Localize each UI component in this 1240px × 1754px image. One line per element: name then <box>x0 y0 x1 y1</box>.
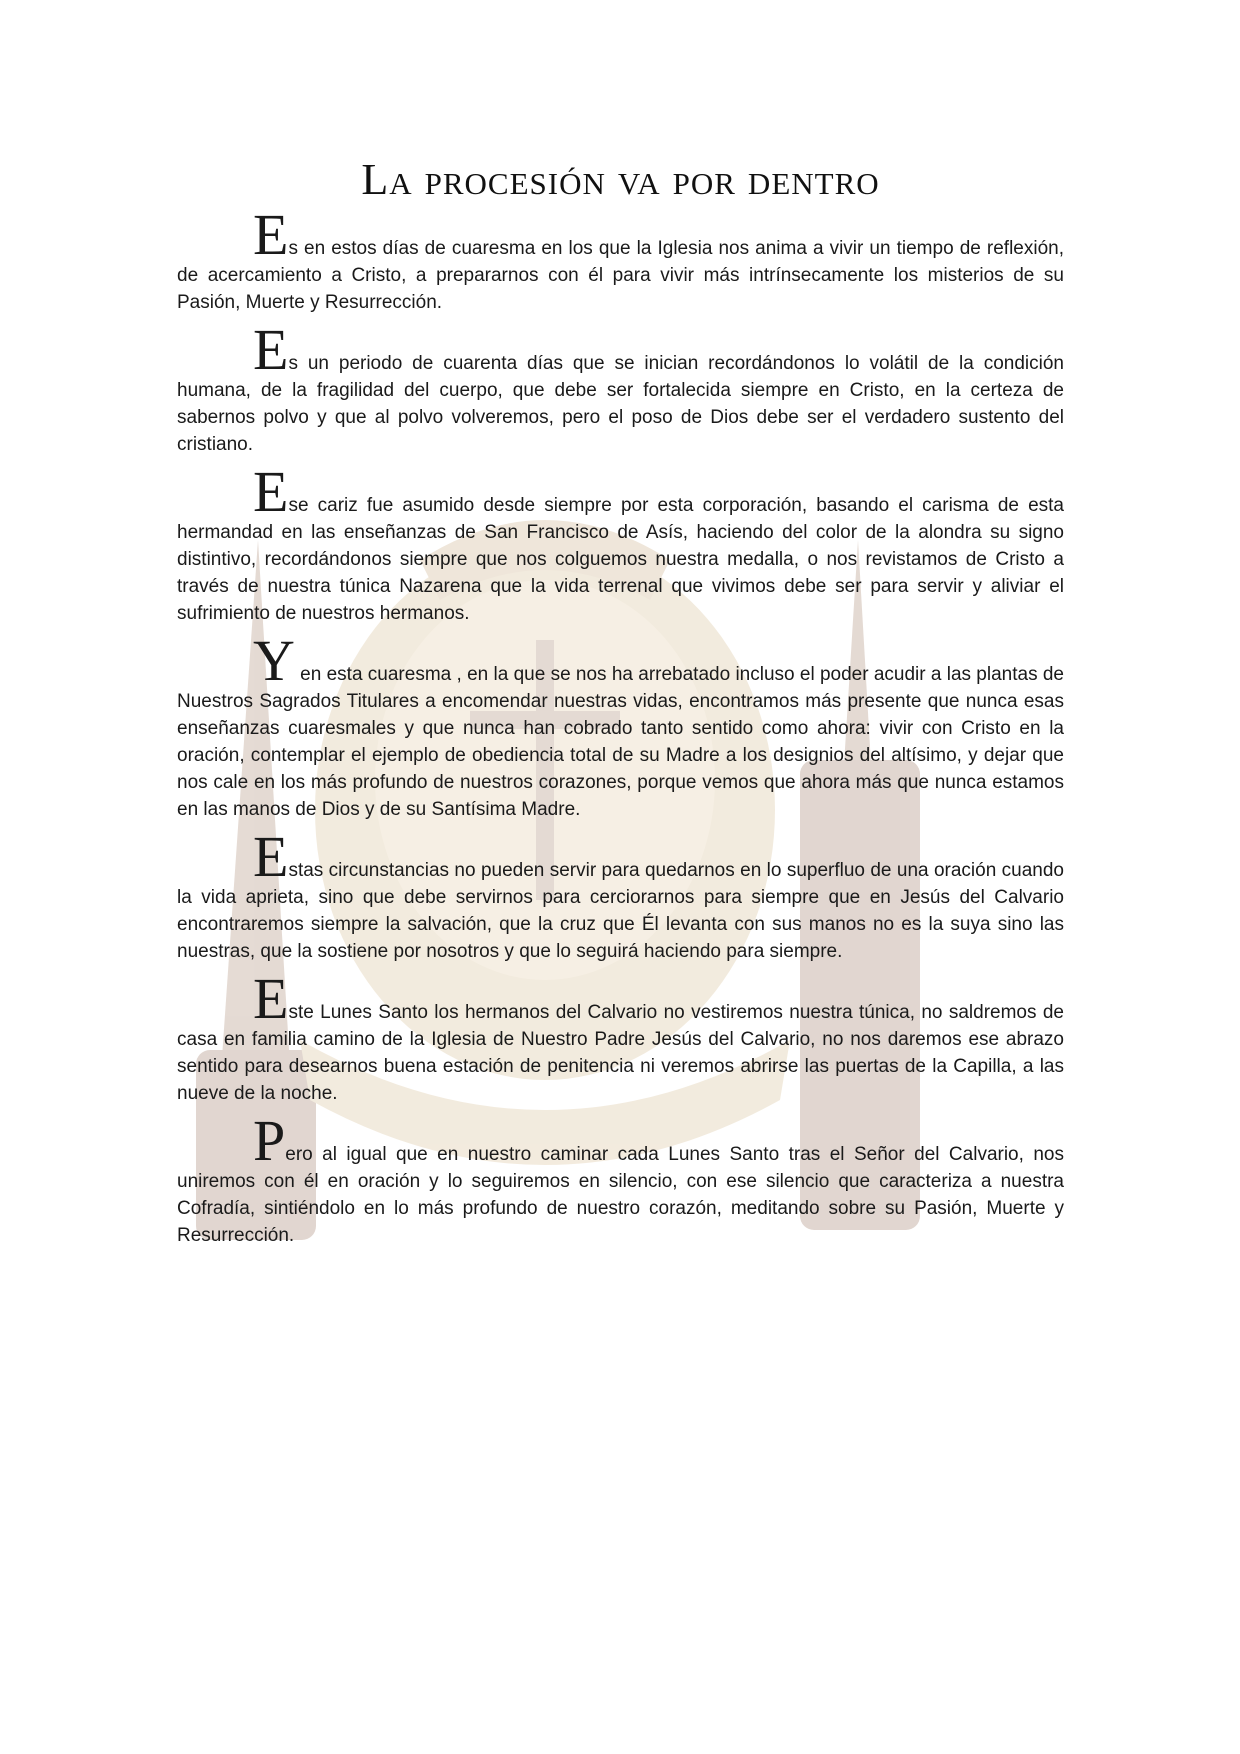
paragraph-text: stas circunstancias no pueden servir para quedarnos en lo superfluo de una oración cuando la vida aprieta, sino que debe servirnos para cerciorarnos para siempre que en Jesús del Calvario encontraremos siempre la salvación, que la cruz que Él levanta con sus manos no es la suya sino las nuestras, que la sostiene por nosotros y que lo seguirá haciendo para siempre. <box>177 860 1064 962</box>
paragraph <box>177 824 1064 965</box>
document-page <box>177 145 1064 1283</box>
drop-cap: Y <box>253 628 295 693</box>
paragraph-text: se cariz fue asumido desde siempre por esta corporación, basando el carisma de esta hermandad en las enseñanzas de San Francisco de Asís, haciendo del color de la alondra su signo distintivo, recordándonos siempre que nos colguemos nuestra medalla, o nos revistamos de Cristo a través de nuestra túnica Nazarena que la vida terrenal que vivimos debe ser para servir y aliviar el sufrimiento de nuestros hermanos. <box>177 495 1064 624</box>
drop-cap: E <box>253 202 289 267</box>
paragraph <box>177 317 1064 458</box>
drop-cap: E <box>253 317 289 382</box>
paragraph-text: s un periodo de cuarenta días que se inician recordándonos lo volátil de la condición humana, de la fragilidad del cuerpo, que debe ser fortalecida siempre en Cristo, en la certeza de sabernos polvo y que al polvo volveremos, pero el poso de Dios debe ser el verdadero sustento del cristiano. <box>177 353 1064 455</box>
paragraph <box>177 202 1064 316</box>
paragraph-text: en esta cuaresma , en la que se nos ha arrebatado incluso el poder acudir a las plantas de Nuestros Sagrados Titulares a encomendar nuestras vidas, encontramos más presente que nunca esas enseñanzas cuaresmales y que nunca han cobrado tanto sentido como ahora: vivir con Cristo en la oración, contemplar el ejemplo de obediencia total de su Madre a los designios del altísimo, y dejar que nos cale en los más profundo de nuestros corazones, porque vemos que ahora más que nunca estamos en las manos de Dios y de su Santísima Madre. <box>177 664 1064 820</box>
drop-cap: E <box>253 824 289 889</box>
drop-cap: E <box>253 966 289 1031</box>
paragraph-text: ero al igual que en nuestro caminar cada Lunes Santo tras el Señor del Calvario, nos uniremos con él en oración y lo seguiremos en silencio, con ese silencio que caracteriza a nuestra Cofradía, sintiéndolo en lo más profundo de nuestro corazón, meditando sobre su Pasión, Muerte y Resurrección. <box>177 1144 1064 1246</box>
drop-cap: P <box>253 1108 286 1173</box>
paragraph-text: s en estos días de cuaresma en los que la Iglesia nos anima a vivir un tiempo de reflexión, de acercamiento a Cristo, a prepararnos con él para vivir más intrínsecamente los misterios de su Pasión, Muerte y Resurrección. <box>177 238 1064 313</box>
drop-cap: E <box>253 459 289 524</box>
paragraph <box>177 628 1064 823</box>
paragraph <box>177 966 1064 1107</box>
paragraph-text: ste Lunes Santo los hermanos del Calvario no vestiremos nuestra túnica, no saldremos de casa en familia camino de la Iglesia de Nuestro Padre Jesús del Calvario, no nos daremos ese abrazo sentido para desearnos buena estación de penitencia ni veremos abrirse las puertas de la Capilla, a las nueve de la noche. <box>177 1002 1064 1104</box>
paragraph <box>177 1108 1064 1249</box>
document-title: La procesión va por dentro <box>361 155 880 204</box>
paragraph <box>177 459 1064 627</box>
